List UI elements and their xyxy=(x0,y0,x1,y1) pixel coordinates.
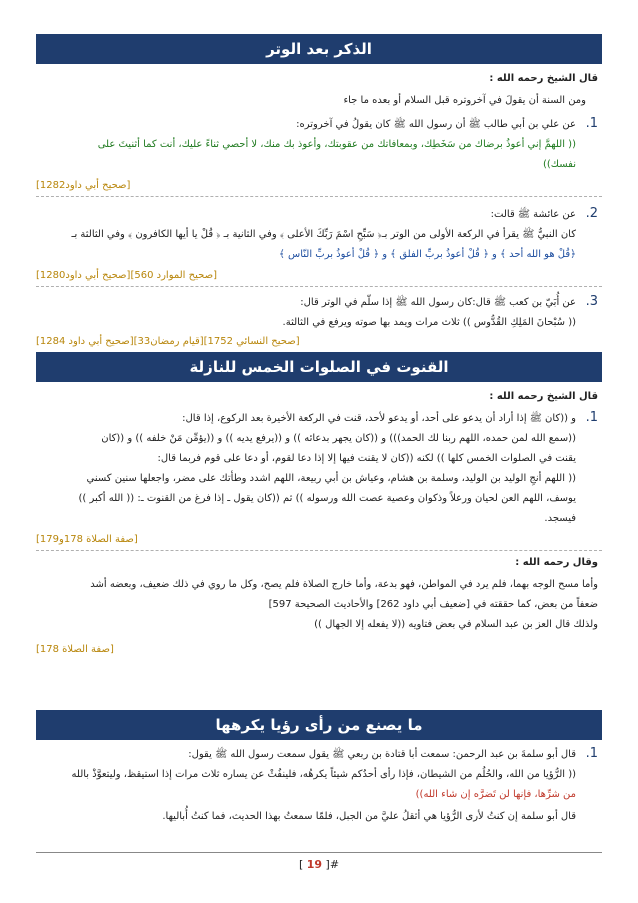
item-number: 1. xyxy=(585,746,598,761)
source-citation: [صفة الصلاة 178و179] xyxy=(36,534,138,545)
source-citation: [صحيح النسائي 1752][قيام رمضان33][صحيح أبي داود 1284] xyxy=(36,336,300,347)
hadith-line: كان النبيُّ ﷺ يقرأ في الركعة الأولى من الوتر بـ﴿ سَبِّحِ اسْمَ رَبِّكَ الأعلى ﴾ وفي الثانية بـ ﴿ قُلْ يا أيها الكافرون ﴾ وفي الثالثة بـ xyxy=(71,229,576,240)
source-citation: [صحيح أبي داود1282] xyxy=(36,180,131,191)
footer-bracket-left: [ xyxy=(298,858,304,871)
source-citation: [صفة الصلاة 178] xyxy=(36,644,114,655)
hadith-line: ﴿قُلْ هو الله أحد ﴾ و ﴿ قُلْ أعوذُ بربِّ الفلق ﴾ و ﴿ قُلْ أعوذُ بربِّ النّاس ﴾ xyxy=(278,249,576,260)
sheikh-intro: قال الشيخ رحمه الله : xyxy=(489,391,598,402)
section-title-dreams: ما يصنع من رأى رؤيا يكرهها xyxy=(36,710,602,740)
paragraph-line: وأما مسح الوجه بهما، فلم يرد في المواطن، فهو بدعة، وأما خارج الصلاة فلم يصح، وكل ما روي في ذلك ضعيف، وبعضه أشد xyxy=(90,579,598,590)
item-number: 1. xyxy=(585,116,598,131)
paragraph: ومن السنة أن يقولَ في آخروتره قبل السلام أو بعده ما جاء xyxy=(343,95,586,106)
paragraph-line: ولذلك قال العز بن عبد السلام في بعض فتاويه ((لا يفعله إلا الجهال )) xyxy=(314,619,598,630)
item-number: 1. xyxy=(585,410,598,425)
page-footer xyxy=(0,858,638,871)
paragraph-line: (( الرُّؤيا من الله، والحُلُم من الشيطان، فإذا رأى أحدُكم شيئاً يكرهُه، فلينفُثْ عن يساره ثلاث مرات إذا استيقظ، وليتعوَّذْ بالله xyxy=(71,769,576,780)
page-number: 19 xyxy=(306,858,323,871)
paragraph-line: قال أبو سلمة إن كنتُ لأرى الرُّؤيا هي أثقلُ عليَّ من الجبل، فلمّا سمعتُ بهذا الحديث، فما كنتُ أُباليها. xyxy=(162,811,576,822)
divider xyxy=(36,286,602,287)
paragraph-line: من شرِّها، فإنها لن تَضرَّه إن شاء الله)) xyxy=(415,789,576,800)
hadith-line: عن علي بن أبي طالب ﷺ أن رسول الله ﷺ كان يقولُ في آخروتره: xyxy=(296,119,576,130)
section-title-qunut: القنوت في الصلوات الخمس للنازلة xyxy=(36,352,602,382)
divider xyxy=(36,196,602,197)
source-citation: [صحيح الموارد 560][صحيح أبي داود1280] xyxy=(36,270,217,281)
hadith-line: عن أُبَيّ بن كعب ﷺ قال:كان رسول الله ﷺ إذا سلّم في الوتر قال: xyxy=(300,297,576,308)
paragraph-line: فيسجد. xyxy=(544,513,576,524)
paragraph-line: (( اللهم أنجِ الوليد بن الوليد، وسلمة بن هشام، وعياش بن أبي ربيعة، اللهم اشدد وطأتك على مضر، واجعلها سنين كسني xyxy=(86,473,576,484)
hadith-line: (( اللهمَّ إني أعوذُ برضاك من سَخَطِك، وبمعافاتك من عقوبتك، وأعوذ بك منك، لا أحصي ثناءً عليك، أنت كما أثنيتَ على xyxy=(97,139,576,150)
hadith-line: نفسك)) xyxy=(543,159,576,170)
paragraph-line: و ((كان ﷺ إذا أراد أن يدعو على أحد، أو يدعو لأحد، قنت في الركعة الأخيرة بعد الركوع، إذا قال: xyxy=(182,413,576,424)
paragraph-line: ((سمع الله لمن حمده، اللهم ربنا لك الحمد))) و ((كان يجهر بدعائه )) و ((يرفع يديه )) و ((يؤمِّن مَنْ خلفه )) و ((كان xyxy=(101,433,576,444)
paragraph-line: يوسف، اللهم العن لحيان ورعلاً وذكوان وعصية عصت الله ورسوله )) ثم ((كان يقول ـ إذا فرغ من القنوت ـ: (( الله أكبر )) xyxy=(78,493,576,504)
item-number: 3. xyxy=(585,294,598,309)
sheikh-intro: قال الشيخ رحمه الله : xyxy=(489,73,598,84)
hadith-line: عن عائشة ﷺ قالت: xyxy=(490,209,576,220)
section-title-witr: الذكر بعد الوتر xyxy=(36,34,602,64)
footer-rule xyxy=(36,852,602,853)
hadith-line: (( سُبْحانَ المَلِكِ القُدُّوس )) ثلاث مرات ويمد بها صوته ويرفع في الثالثة. xyxy=(282,317,576,328)
paragraph-line: ضعفاً من بعض، كما حققته في [ضعيف أبي داود 262] والأحاديث الصحيحة 597] xyxy=(268,599,598,610)
footer-bracket-right: ]# xyxy=(325,858,340,871)
item-number: 2. xyxy=(585,206,598,221)
paragraph-line: قال أبو سلمةَ بن عبد الرحمن: سمعت أبا قتادة بن ربعي ﷺ يقول سمعت رسول الله ﷺ يقول: xyxy=(188,749,576,760)
sheikh-intro: وقال رحمه الله : xyxy=(515,557,598,568)
divider xyxy=(36,550,602,551)
paragraph-line: يقنت في الصلوات الخمس كلها )) لكنه ((كان لا يقنت فيها إلا إذا دعا لقوم، أو دعا على قوم فربما قال: xyxy=(157,453,576,464)
